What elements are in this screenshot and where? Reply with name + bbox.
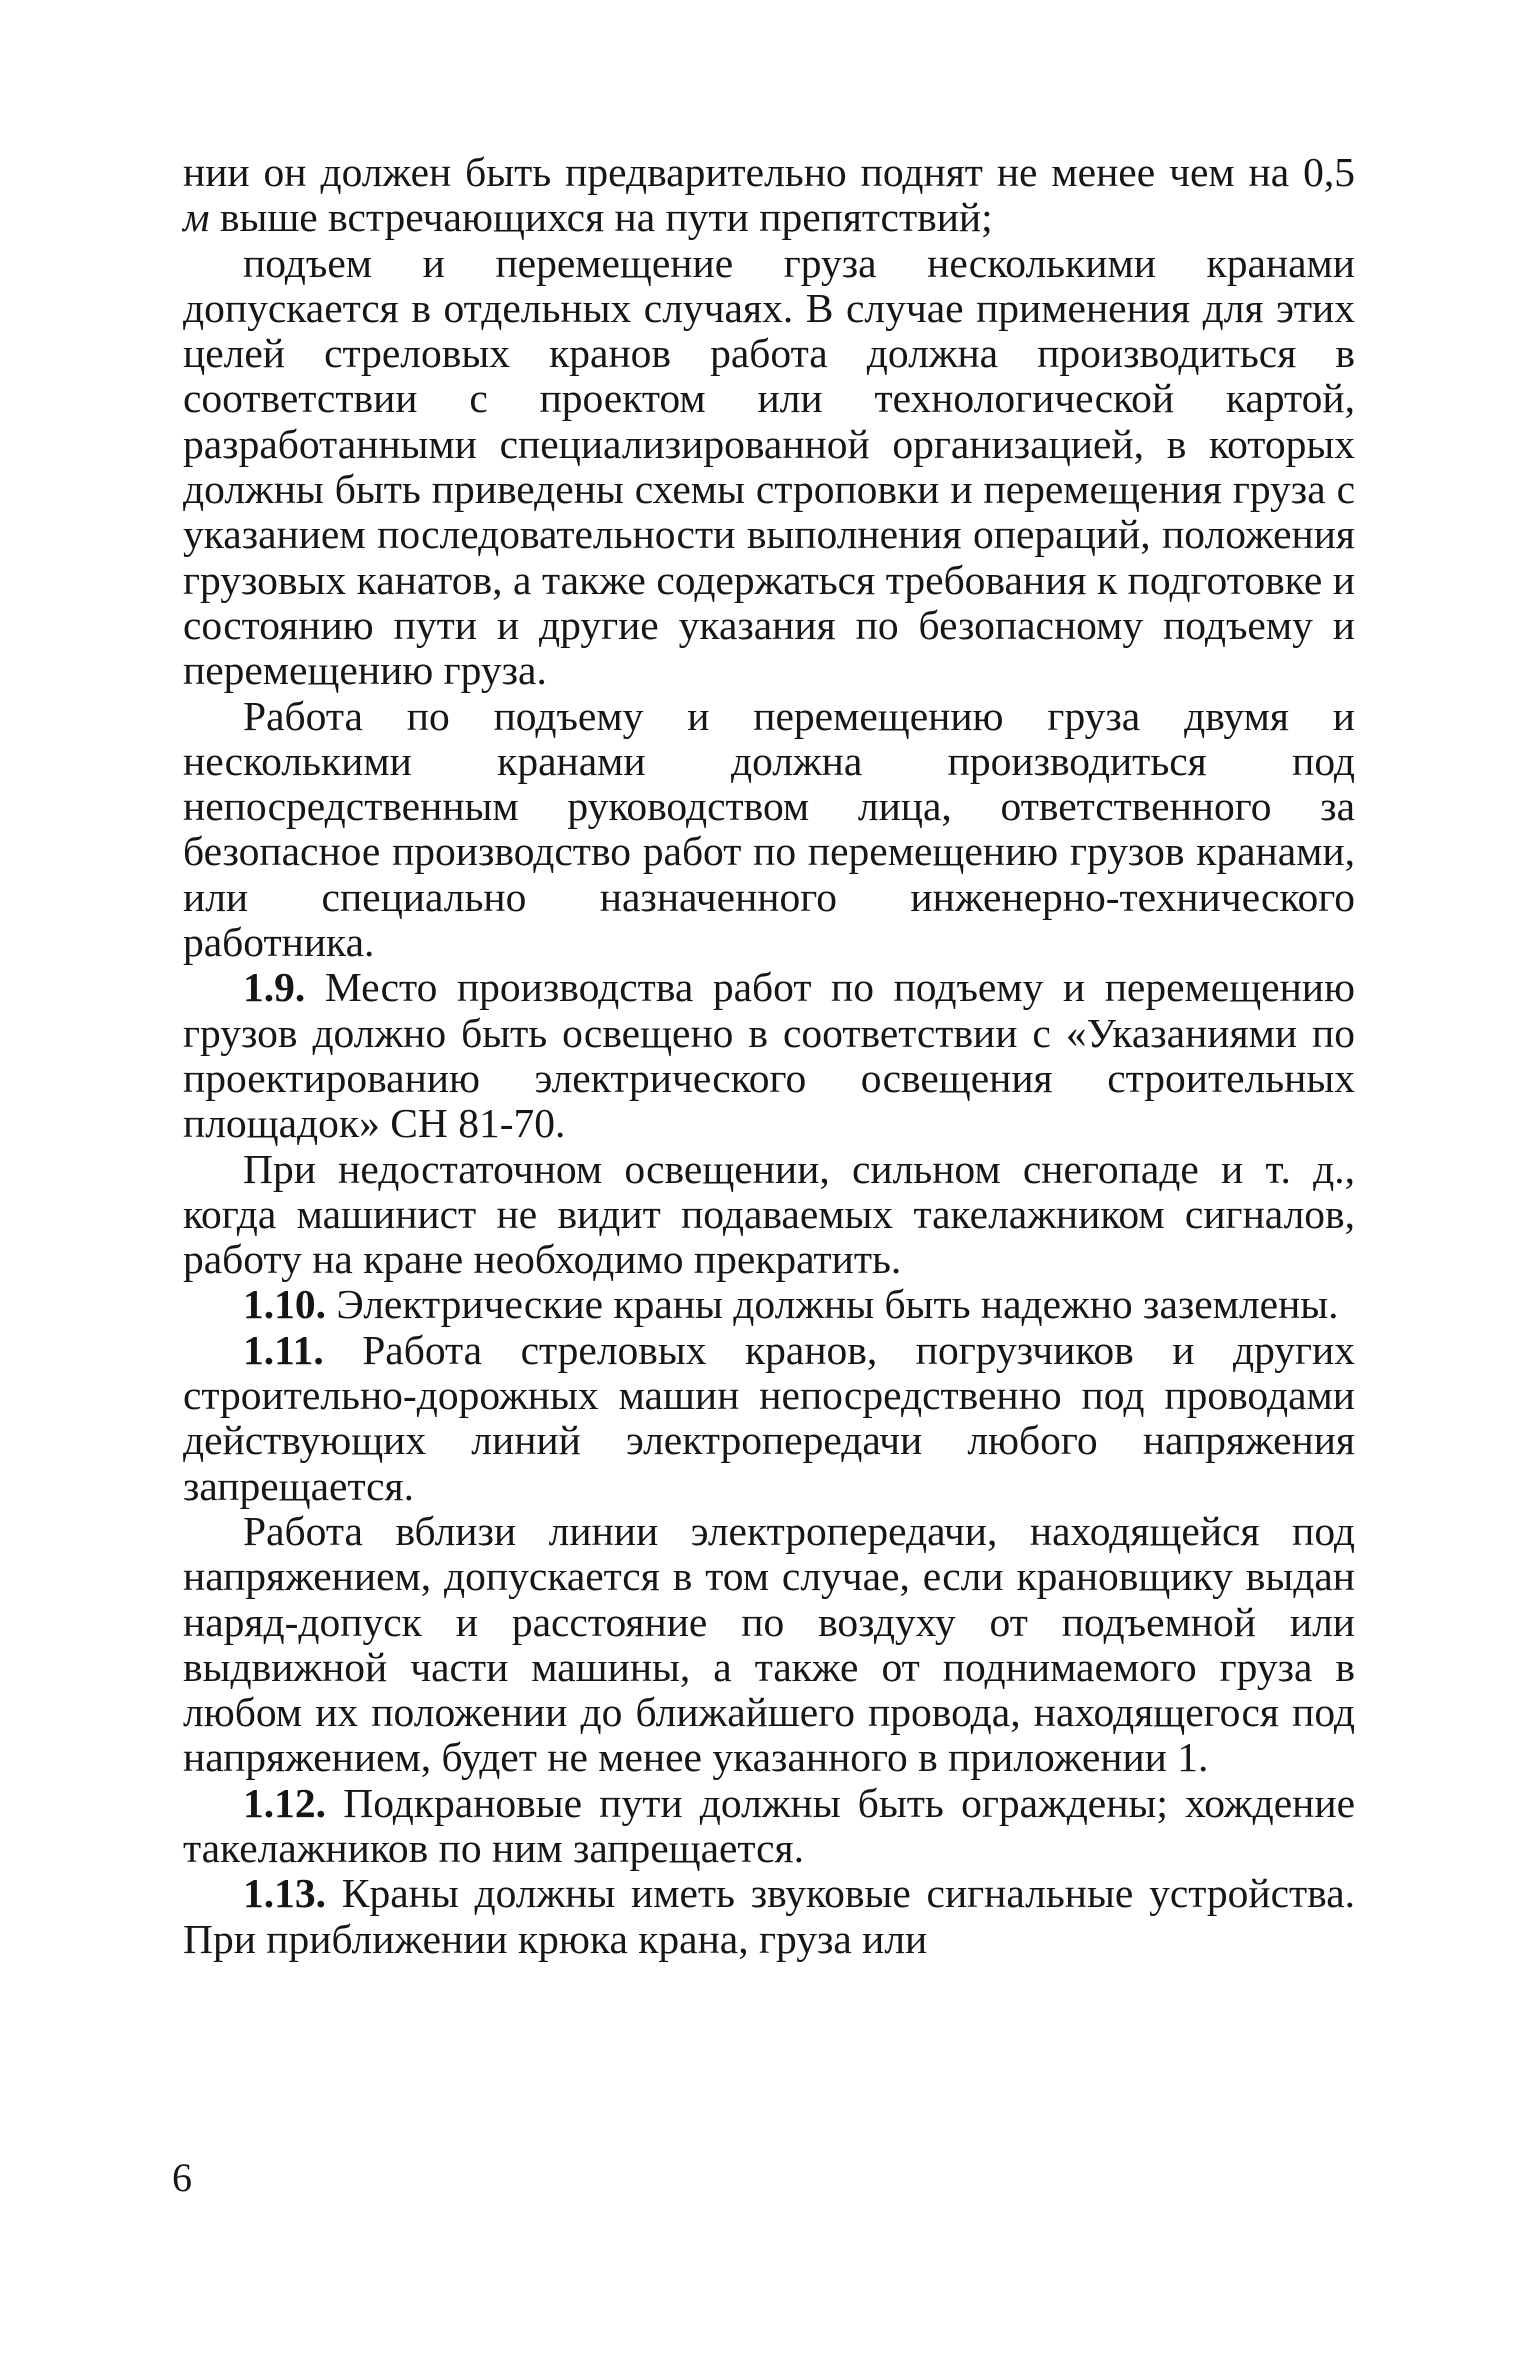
page-number: 6 bbox=[172, 2155, 192, 2200]
clause-1-10 bbox=[183, 1282, 1355, 1327]
clause-1-12-text: Подкрановые пути должны быть ограждены; хождение такелажников по ним запрещается. bbox=[183, 1779, 1355, 1871]
paragraph-8-text: Работа вблизи линии электропередачи, находящейся под напряжением, допускается в том случае, если крановщику выдан наряд-допуск и расстояние по воздуху от подъемной или выдвижной части машины, а также от поднимаемого груза в любом их положении до ближайшего провода, находящегося под напряжением, будет не менее указанного в приложении 1. bbox=[183, 1507, 1355, 1781]
paragraph-5 bbox=[183, 1147, 1355, 1283]
paragraph-8 bbox=[183, 1509, 1355, 1781]
clause-number-1-11: 1.11. bbox=[243, 1326, 324, 1373]
paragraph-3-text: Работа по подъему и перемещению груза двумя и несколькими кранами должна производиться под непосредственным руководством лица, ответственного за безопасное производство работ по перемещению грузов кранами, или специально назначенного инженерно-технического работника. bbox=[183, 692, 1355, 966]
clause-1-10-text: Электрические краны должны быть надежно заземлены. bbox=[326, 1281, 1339, 1328]
paragraph-5-text: При недостаточном освещении, сильном снегопаде и т. д., когда машинист не видит подаваемых такелажником сигналов, работу на кране необходимо прекратить. bbox=[183, 1145, 1355, 1283]
paragraph-1-text-b: выше встречающихся на пути препятствий; bbox=[209, 194, 993, 241]
page-body bbox=[183, 150, 1355, 1962]
paragraph-2 bbox=[183, 241, 1355, 694]
clause-number-1-9: 1.9. bbox=[243, 964, 306, 1011]
paragraph-1-text-a: нии он должен быть предварительно поднят не менее чем на 0,5 bbox=[183, 149, 1355, 195]
clause-1-9 bbox=[183, 965, 1355, 1146]
clause-1-12 bbox=[183, 1781, 1355, 1872]
paragraph-3 bbox=[183, 694, 1355, 966]
clause-number-1-10: 1.10. bbox=[243, 1281, 326, 1328]
clause-1-11 bbox=[183, 1328, 1355, 1509]
clause-1-13-text: Краны должны иметь звуковые сигнальные устройства. При приближении крюка крана, груза или bbox=[183, 1870, 1355, 1962]
clause-1-13 bbox=[183, 1871, 1355, 1962]
clause-number-1-13: 1.13. bbox=[243, 1870, 326, 1917]
clause-1-9-text: Место производства работ по подъему и перемещению грузов должно быть освещено в соответствии с «Указаниями по проектированию электрического освещения строительных площадок» СН 81-70. bbox=[183, 964, 1355, 1147]
clause-number-1-12: 1.12. bbox=[243, 1779, 326, 1826]
paragraph-2-text: подъем и перемещение груза несколькими кранами допускается в отдельных случаях. В случае применения для этих целей стреловых кранов работа должна производиться в соответствии с проектом или технологической картой, разработанными специализированной организацией, в которых должны быть приведены схемы строповки и перемещения груза с указанием последовательности выполнения операций, положения грузовых канатов, а также содержаться требования к подготовке и состоянию пути и другие указания по безопасному подъему и перемещению груза. bbox=[183, 239, 1355, 694]
paragraph-1 bbox=[183, 150, 1355, 241]
unit-meter: м bbox=[183, 194, 210, 241]
clause-1-11-text: Работа стреловых кранов, погрузчиков и других строительно-дорожных машин непосредственно под проводами действующих линий электропередачи любого напряжения запрещается. bbox=[183, 1326, 1355, 1509]
